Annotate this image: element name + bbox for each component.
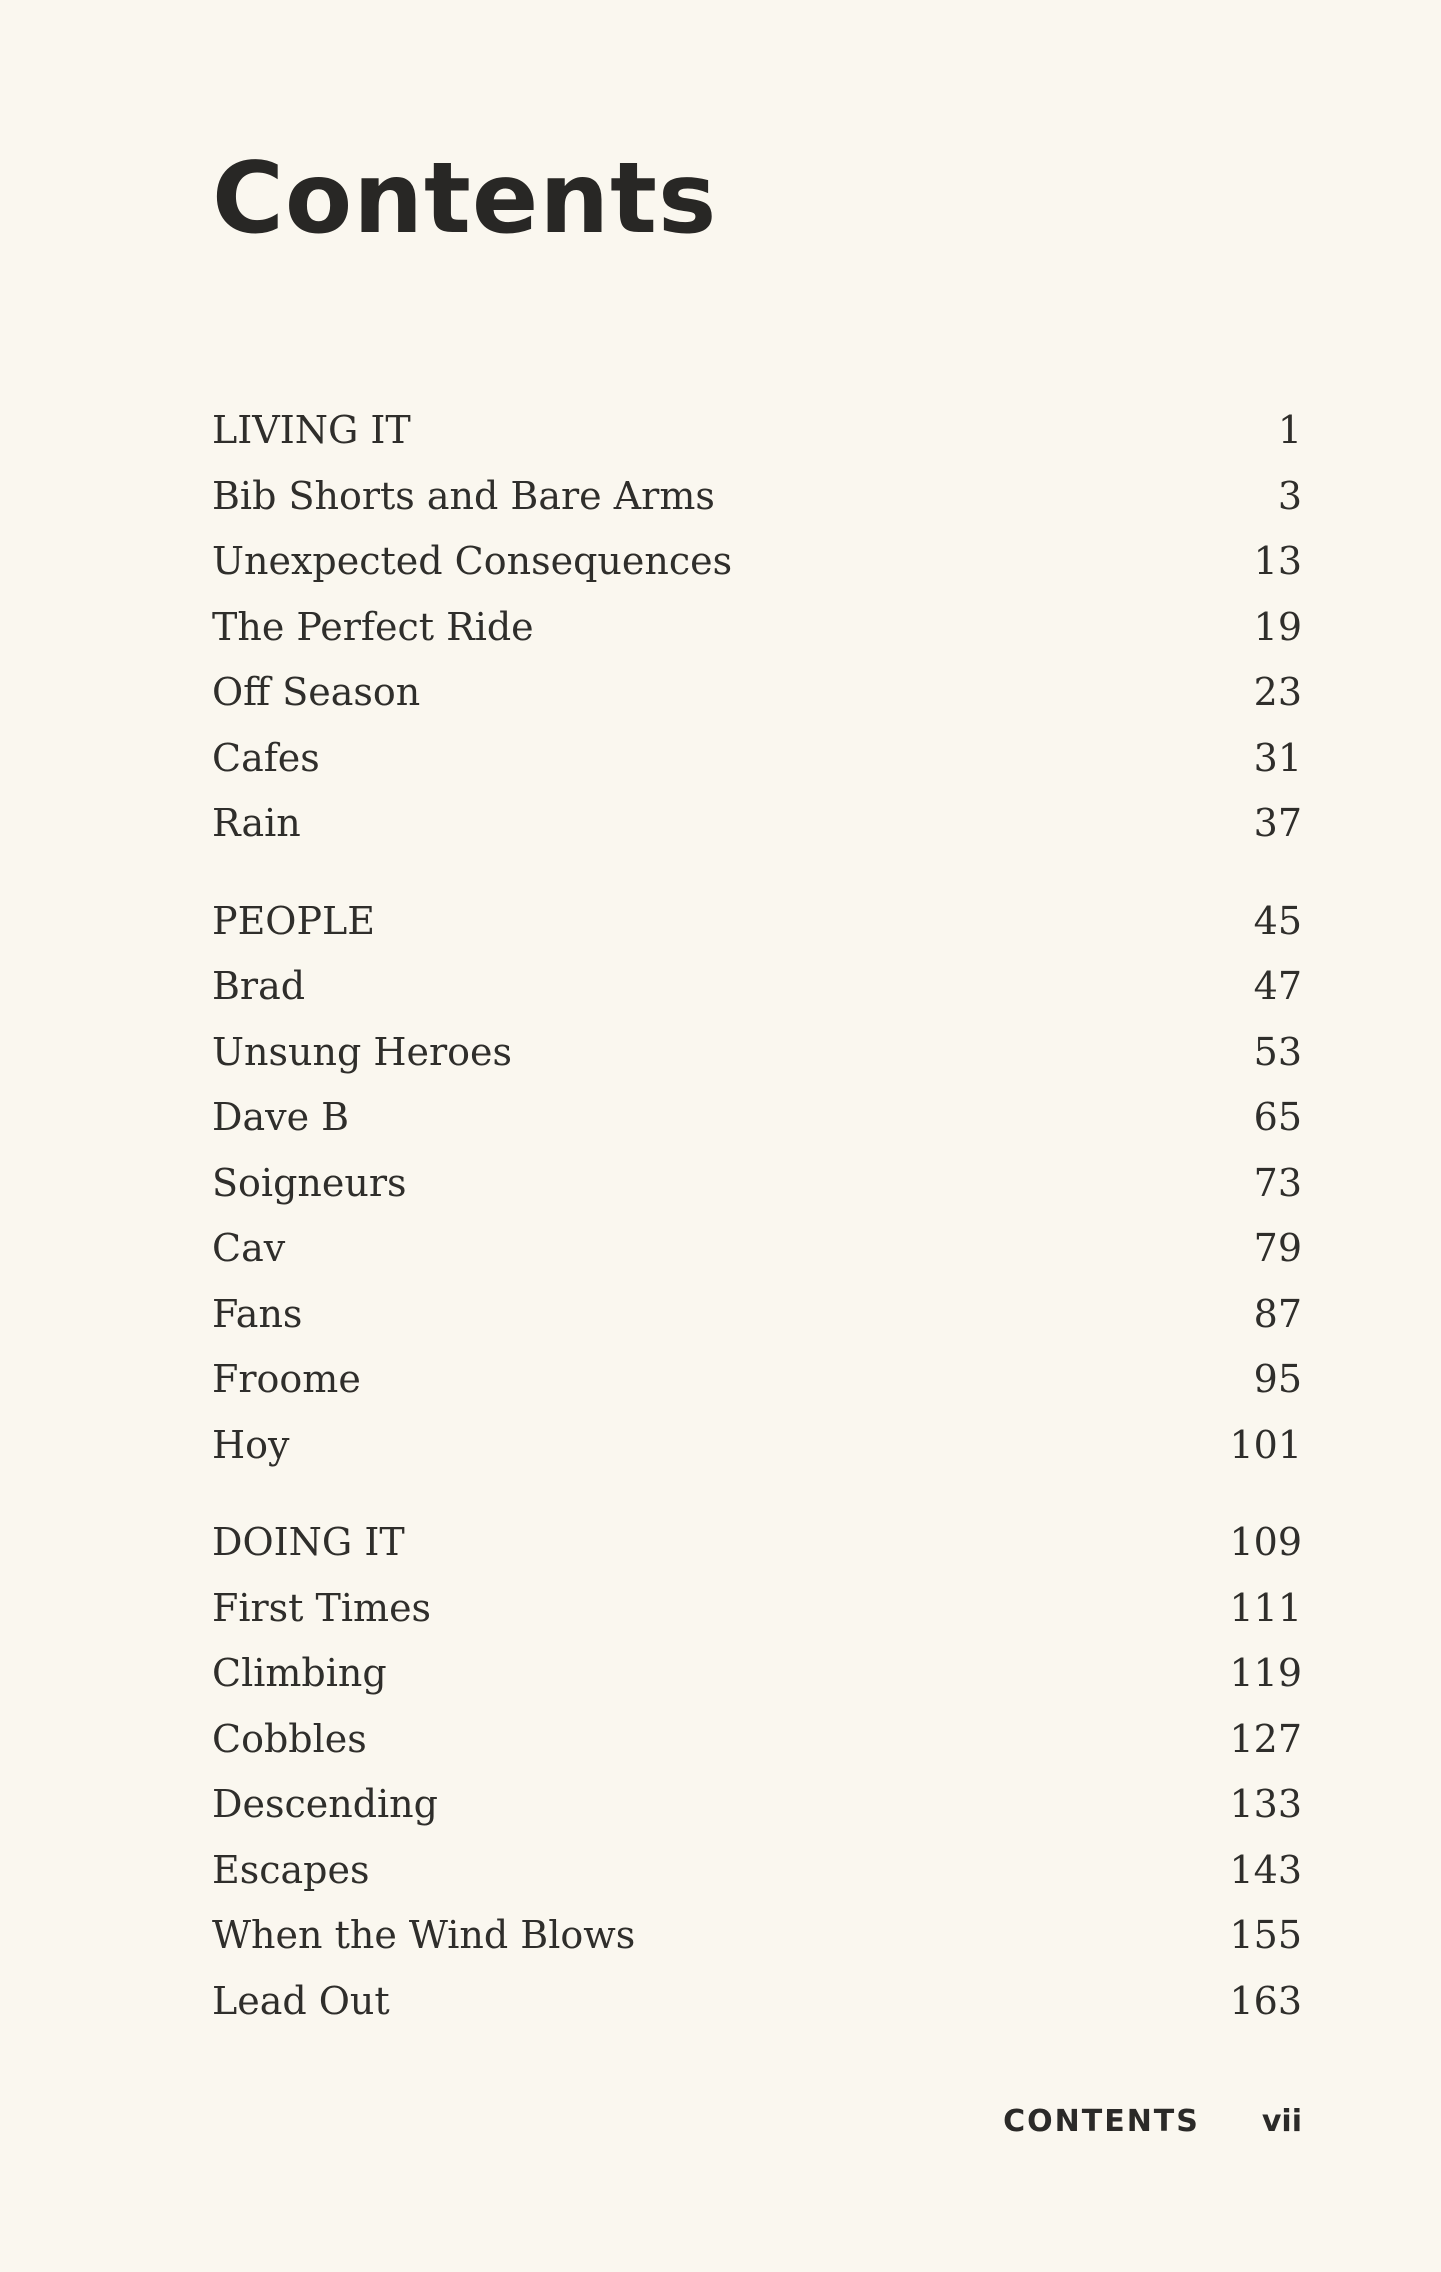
toc-entry-page: 1 — [1277, 408, 1302, 452]
toc-entry-title: Off Season — [212, 670, 421, 714]
toc-entry-title: Cafes — [212, 735, 320, 780]
toc-entry-title: Brad — [212, 964, 306, 1008]
toc-entry — [212, 1969, 1302, 2035]
toc-entry — [212, 889, 1302, 955]
toc-entry — [212, 529, 1302, 595]
toc-section-people — [212, 889, 1302, 1479]
toc-entry-title: PEOPLE — [212, 898, 376, 943]
toc-entry-title: When the Wind Blows — [212, 1913, 636, 1957]
toc-entry — [212, 1151, 1302, 1217]
toc-entry — [212, 1838, 1302, 1904]
toc-entry — [212, 1772, 1302, 1838]
toc-entry-title: Escapes — [212, 1847, 370, 1892]
toc-entry — [212, 1020, 1302, 1086]
toc-entry-title: Soigneurs — [212, 1160, 407, 1205]
toc-entry-title: Descending — [212, 1782, 438, 1826]
toc-entry-title: Rain — [212, 801, 301, 845]
toc-entry-page: 79 — [1253, 1226, 1302, 1270]
toc-entry-page: 23 — [1253, 670, 1302, 714]
toc-entry-page: 13 — [1253, 539, 1302, 583]
toc-entry-title: First Times — [212, 1585, 432, 1630]
toc-entry — [212, 1576, 1302, 1642]
toc-entry-page: 31 — [1253, 735, 1302, 780]
toc-entry-page: 109 — [1229, 1520, 1302, 1564]
toc-entry-page: 127 — [1229, 1716, 1302, 1761]
toc-entry-title: Lead Out — [212, 1978, 390, 2023]
toc-entry-page: 111 — [1229, 1585, 1302, 1630]
toc-entry-page: 133 — [1229, 1782, 1302, 1826]
toc-entry-page: 119 — [1229, 1651, 1302, 1695]
toc-entry-title: Cav — [212, 1226, 286, 1270]
toc-entry-page: 101 — [1229, 1422, 1302, 1467]
toc-entry-title: Climbing — [212, 1651, 387, 1695]
page-footer — [1003, 2104, 1302, 2139]
toc-entry-page: 45 — [1253, 898, 1302, 943]
toc-entry — [212, 726, 1302, 792]
toc-entry — [212, 1903, 1302, 1969]
toc-entry-title: Hoy — [212, 1422, 290, 1467]
toc-entry — [212, 1707, 1302, 1773]
toc-entry-page: 95 — [1253, 1357, 1302, 1401]
toc-entry-page: 155 — [1229, 1913, 1302, 1957]
toc-entry — [212, 1347, 1302, 1413]
toc-entry-page: 143 — [1229, 1847, 1302, 1892]
toc-entry-page: 73 — [1253, 1160, 1302, 1205]
toc-entry — [212, 595, 1302, 661]
toc-entry-page: 87 — [1253, 1291, 1302, 1336]
toc-entry-title: Dave B — [212, 1095, 350, 1139]
toc-entry — [212, 1085, 1302, 1151]
toc-entry-title: Fans — [212, 1291, 303, 1336]
toc-entry — [212, 1510, 1302, 1576]
toc-entry — [212, 1216, 1302, 1282]
toc-entry-title: Cobbles — [212, 1716, 367, 1761]
toc-section-living-it — [212, 398, 1302, 857]
toc-entry-title: Unsung Heroes — [212, 1029, 513, 1074]
toc-entry-page: 19 — [1253, 604, 1302, 649]
page-title: Contents — [212, 142, 718, 256]
toc-entry — [212, 1282, 1302, 1348]
toc-entry-page: 3 — [1277, 473, 1302, 518]
toc-entry-title: Froome — [212, 1357, 361, 1401]
toc-entry-page: 37 — [1253, 801, 1302, 845]
toc-entry-title: DOING IT — [212, 1520, 405, 1564]
toc-entry — [212, 660, 1302, 726]
table-of-contents — [212, 398, 1302, 2066]
toc-entry — [212, 398, 1302, 464]
toc-entry-title: LIVING IT — [212, 408, 411, 452]
page-number: vii — [1261, 2104, 1302, 2139]
toc-entry — [212, 791, 1302, 857]
toc-entry-page: 47 — [1253, 964, 1302, 1008]
toc-entry — [212, 954, 1302, 1020]
toc-entry-page: 163 — [1229, 1978, 1302, 2023]
toc-entry-page: 53 — [1253, 1029, 1302, 1074]
toc-entry — [212, 1641, 1302, 1707]
toc-entry — [212, 1413, 1302, 1479]
toc-entry — [212, 464, 1302, 530]
toc-entry-title: The Perfect Ride — [212, 604, 534, 649]
toc-entry-title: Unexpected Consequences — [212, 539, 733, 583]
running-head: CONTENTS — [1003, 2104, 1200, 2139]
toc-entry-title: Bib Shorts and Bare Arms — [212, 473, 715, 518]
toc-entry-page: 65 — [1253, 1095, 1302, 1139]
toc-section-doing-it — [212, 1510, 1302, 2034]
